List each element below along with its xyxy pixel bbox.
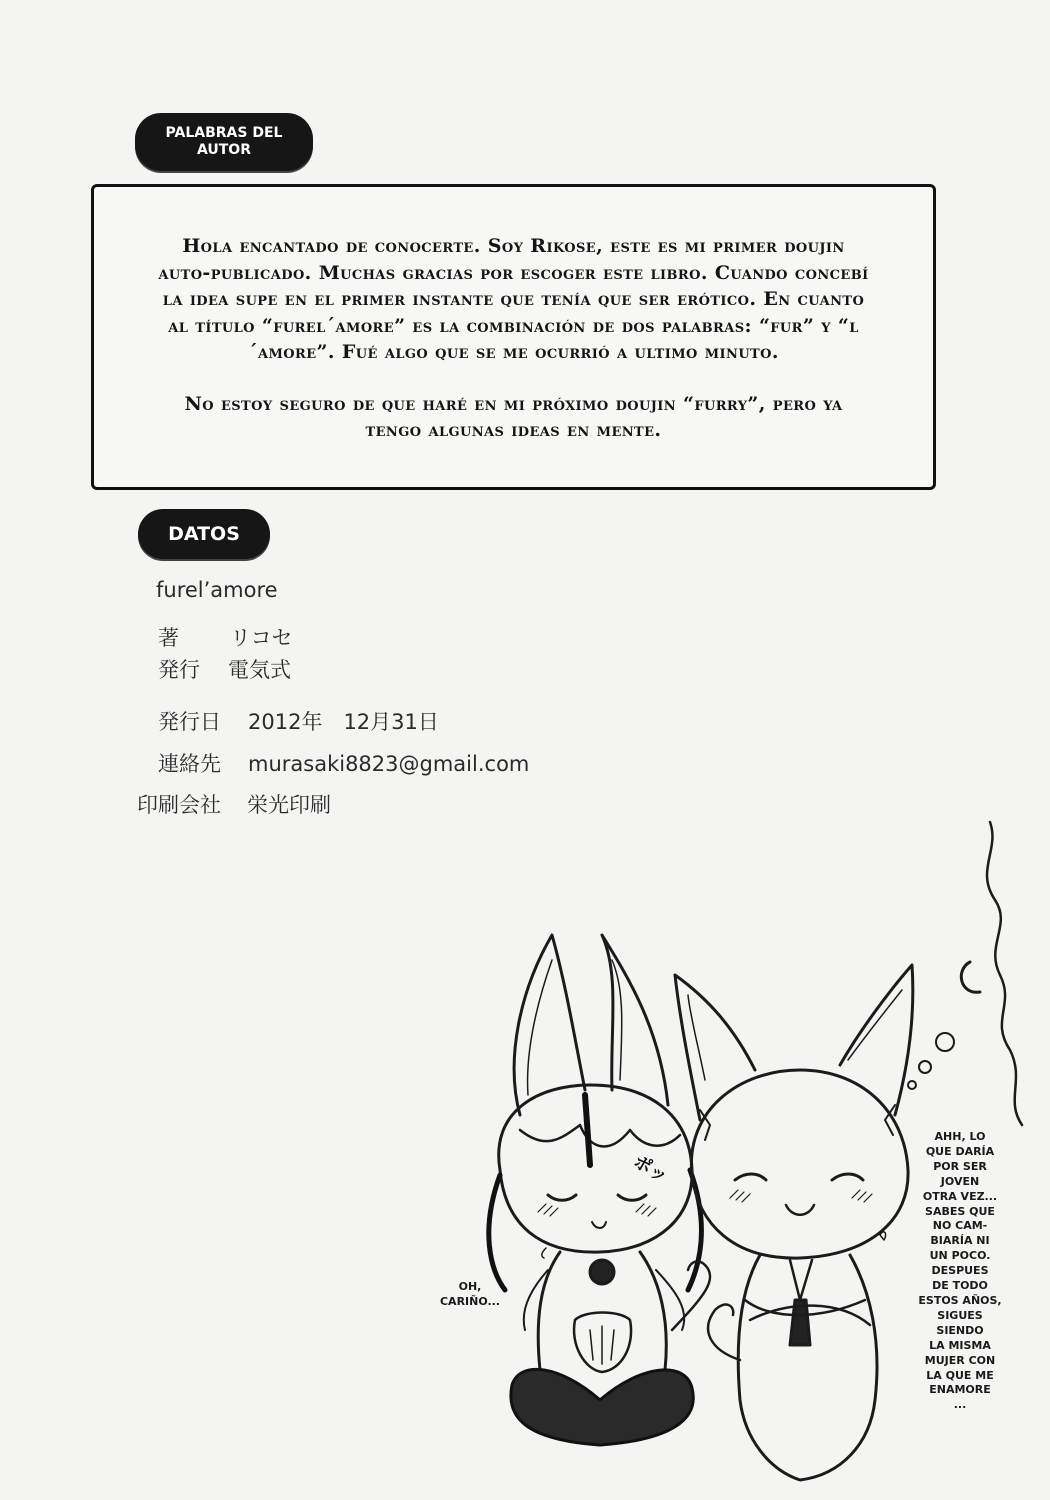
printer-row [137,789,331,819]
printer-value: 栄光印刷 [247,793,331,817]
publisher-value: 電気式 [228,658,291,682]
data-section-heading-text: DATOS [168,523,240,545]
author-section-heading [135,113,313,171]
publisher-row [158,654,291,684]
contact-label: 連絡先 [158,752,221,776]
speech-bubble-left: OH, CARIÑO... [439,1280,500,1308]
date-value: 2012年 12月31日 [248,710,439,734]
author-section-heading-text: PALABRAS DEL AUTOR [165,125,283,158]
date-label: 発行日 [158,710,221,734]
printer-label: 印刷会社 [137,793,221,817]
author-message-paragraph-2: No estoy seguro de que haré en mi próximo doujin “furry”, pero ya tengo algunas ideas en mente. [184,392,843,441]
book-title-text: furel’amore [156,578,278,602]
author-label: 著 [158,626,179,650]
speech-bubble-right: AHH, LO QUE DARÍA POR SER JOVEN OTRA VEZ... SABES QUE NO CAM- BIARÍA NI UN POCO. DESPUES DE TODO ESTOS AÑOS, SIGUES SIENDO LA MISMA MUJER CON LA QUE ME ENAMORE ... [918,1130,1002,1412]
contact-email: murasaki8823@gmail.com [248,752,530,776]
author-value: リコセ [230,626,293,650]
date-row [158,706,439,736]
author-message-box [91,184,936,490]
contact-row [158,748,529,778]
data-section-heading [138,509,270,559]
publisher-label: 発行 [158,658,200,682]
author-row [158,622,293,652]
sound-effect-text: ポッ [629,1151,672,1188]
book-title [156,578,278,602]
author-message-paragraph-1: Hola encantado de conocerte. Soy Rikose, este es mi primer doujin auto-publicado. Muchas gracias por escoger este libro. Cuando concebí la idea supe en el primer instante que tenía que ser erótico. En cuanto al título “furel´amore” es la combinación de dos palabras: “fur” y “l´amore”. Fué algo que se me ocurrió a ultimo minuto. [158,235,869,363]
